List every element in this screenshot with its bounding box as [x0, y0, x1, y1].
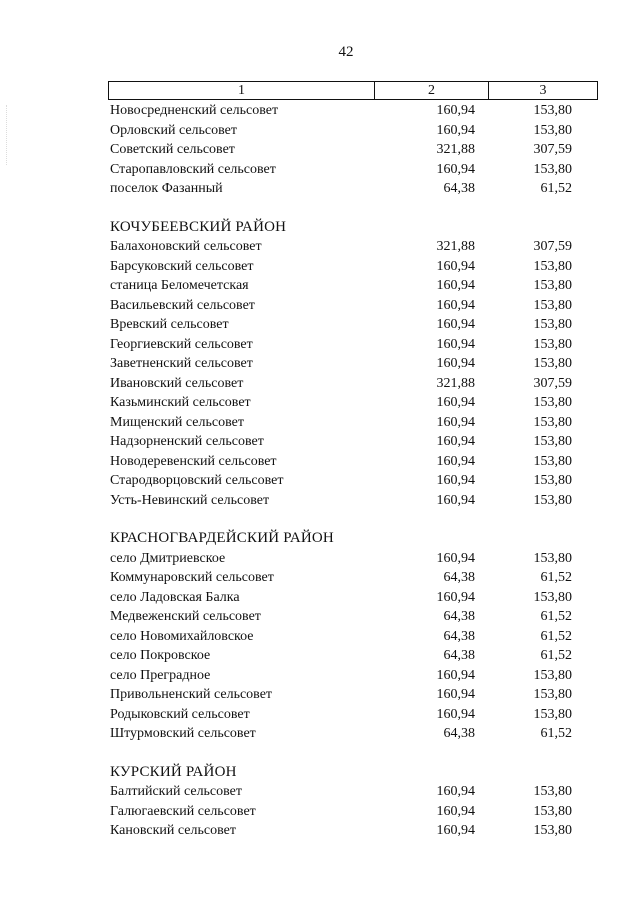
table-row: [108, 354, 598, 374]
row-value-col-2: 160,94: [436, 473, 475, 488]
row-value-col-3: 153,80: [533, 297, 572, 313]
table-row: [108, 607, 598, 627]
scan-margin-marks: [6, 105, 11, 165]
row-name: поселок Фазанный: [110, 181, 223, 196]
row-value-col-3: 153,80: [533, 453, 572, 469]
table-row: [108, 374, 598, 394]
row-value-col-3: 153,80: [533, 706, 572, 722]
row-value-col-3: 61,52: [540, 181, 572, 196]
row-value-col-3: 153,80: [533, 803, 572, 819]
table-row: [108, 276, 598, 296]
table-row: [108, 568, 598, 588]
row-value-col-2: 160,94: [436, 434, 475, 449]
row-name: Штурмовский сельсовет: [110, 726, 256, 741]
row-value-col-2: 64,38: [443, 609, 475, 624]
row-value-col-2: 64,38: [443, 726, 475, 741]
district-heading: КУРСКИЙ РАЙОН: [110, 763, 237, 780]
table-row: [108, 549, 598, 569]
row-name: Ивановский сельсовет: [110, 375, 244, 391]
row-name: станица Беломечетская: [110, 278, 249, 293]
row-name: Новодеревенский сельсовет: [110, 453, 277, 469]
row-value-col-2: 64,38: [443, 570, 475, 585]
row-name: Коммунаровский сельсовет: [110, 570, 274, 585]
row-value-col-3: 153,80: [533, 414, 572, 430]
table-row: [108, 821, 598, 841]
row-value-col-3: 61,52: [540, 628, 572, 644]
row-name: село Новомихайловское: [110, 628, 254, 644]
row-value-col-2: 160,94: [436, 687, 475, 702]
row-value-col-3: 153,80: [533, 258, 572, 274]
row-value-col-3: 61,52: [540, 570, 572, 585]
row-name: Заветненский сельсовет: [110, 356, 253, 371]
row-name: Балтийский сельсовет: [110, 784, 243, 799]
row-name: Васильевский сельсовет: [110, 297, 255, 313]
row-value-col-2: 321,88: [436, 239, 475, 254]
table-row: [108, 296, 598, 316]
table-row: [108, 588, 598, 608]
row-value-col-3: 153,80: [533, 434, 572, 449]
row-value-col-3: 153,80: [533, 317, 572, 332]
table-row: [108, 140, 598, 160]
row-name: Советский сельсовет: [110, 142, 235, 157]
row-name: Казьминский сельсовет: [110, 395, 251, 410]
row-value-col-3: 153,80: [533, 667, 572, 683]
row-value-col-3: 153,80: [533, 589, 572, 605]
table-row: [108, 802, 598, 822]
row-name: село Дмитриевское: [110, 550, 226, 566]
row-value-col-3: 153,80: [533, 161, 572, 177]
row-name: Вревский сельсовет: [110, 317, 229, 332]
row-name: Георгиевский сельсовет: [110, 336, 253, 352]
row-value-col-2: 160,94: [436, 453, 475, 469]
row-name: Усть-Невинский сельсовет: [110, 492, 270, 508]
district-heading: КРАСНОГВАРДЕЙСКИЙ РАЙОН: [110, 530, 334, 546]
row-value-col-2: 64,38: [443, 648, 475, 663]
row-value-col-3: 153,80: [533, 103, 572, 118]
table-header-col-2: 2: [375, 82, 489, 99]
row-value-col-2: 160,94: [436, 161, 475, 177]
page-number: 42: [338, 44, 354, 60]
row-name: Стародворцовский сельсовет: [110, 473, 284, 488]
row-name: Кановский сельсовет: [110, 823, 236, 838]
row-value-col-3: 61,52: [540, 726, 572, 741]
row-name: Привольненский сельсовет: [110, 687, 273, 702]
table-row: [108, 666, 598, 686]
row-value-col-3: 153,80: [533, 550, 572, 566]
row-value-col-3: 307,59: [533, 142, 572, 157]
row-value-col-2: 321,88: [436, 375, 475, 391]
row-value-col-2: 160,94: [436, 395, 475, 410]
row-name: село Ладовская Балка: [110, 589, 240, 605]
table-row: [108, 160, 598, 180]
table-row: [108, 179, 598, 199]
row-value-col-3: 153,80: [533, 356, 572, 371]
row-value-col-2: 160,94: [436, 103, 475, 118]
row-name: Балахоновский сельсовет: [110, 239, 262, 254]
row-value-col-2: 160,94: [436, 589, 475, 605]
row-name: Старопавловский сельсовет: [110, 161, 276, 177]
row-value-col-2: 160,94: [436, 336, 475, 352]
row-name: Галюгаевский сельсовет: [110, 803, 256, 819]
row-name: село Покровское: [110, 648, 211, 663]
row-name: Медвеженский сельсовет: [110, 609, 261, 624]
row-value-col-2: 160,94: [436, 823, 475, 838]
row-value-col-2: 160,94: [436, 122, 475, 138]
table-row: [108, 452, 598, 472]
row-value-col-2: 64,38: [443, 181, 475, 196]
row-value-col-3: 153,80: [533, 473, 572, 488]
table-row: [108, 257, 598, 277]
row-value-col-3: 153,80: [533, 784, 572, 799]
row-name: Мищенский сельсовет: [110, 414, 244, 430]
table-row: [108, 646, 598, 666]
row-value-col-2: 160,94: [436, 317, 475, 332]
row-value-col-3: 153,80: [533, 687, 572, 702]
row-value-col-3: 153,80: [533, 492, 572, 508]
table-row: [108, 432, 598, 452]
table-row: [108, 237, 598, 257]
table-row: [108, 101, 598, 121]
row-value-col-3: 153,80: [533, 336, 572, 352]
table-body: [108, 101, 598, 841]
table-row: [108, 121, 598, 141]
table-row: [108, 335, 598, 355]
table-row: [108, 782, 598, 802]
row-value-col-2: 160,94: [436, 356, 475, 371]
row-value-col-3: 153,80: [533, 823, 572, 838]
table-header: [108, 81, 598, 100]
row-value-col-3: 61,52: [540, 648, 572, 663]
table-row: [108, 413, 598, 433]
row-value-col-3: 307,59: [533, 375, 572, 391]
table-row: [108, 315, 598, 335]
row-value-col-2: 160,94: [436, 278, 475, 293]
table-header-col-1: 1: [109, 82, 375, 99]
row-value-col-2: 160,94: [436, 803, 475, 819]
table-row: [108, 471, 598, 491]
row-value-col-2: 64,38: [443, 628, 475, 644]
table-row: [108, 724, 598, 744]
row-name: Барсуковский сельсовет: [110, 258, 254, 274]
table-row: [108, 491, 598, 511]
row-value-col-2: 160,94: [436, 550, 475, 566]
row-name: Родыковский сельсовет: [110, 706, 250, 722]
table-row: [108, 393, 598, 413]
row-value-col-2: 160,94: [436, 492, 475, 508]
row-value-col-2: 321,88: [436, 142, 475, 157]
table-row: [108, 685, 598, 705]
row-value-col-3: 153,80: [533, 278, 572, 293]
row-value-col-3: 153,80: [533, 395, 572, 410]
row-value-col-3: 153,80: [533, 122, 572, 138]
row-value-col-2: 160,94: [436, 784, 475, 799]
row-name: Надзорненский сельсовет: [110, 434, 264, 449]
row-name: село Преградное: [110, 667, 211, 683]
row-value-col-2: 160,94: [436, 706, 475, 722]
district-heading: КОЧУБЕЕВСКИЙ РАЙОН: [110, 218, 287, 235]
row-value-col-2: 160,94: [436, 297, 475, 313]
row-value-col-2: 160,94: [436, 258, 475, 274]
row-value-col-3: 307,59: [533, 239, 572, 254]
row-name: Орловский сельсовет: [110, 122, 237, 138]
row-value-col-2: 160,94: [436, 414, 475, 430]
row-name: Новосредненский сельсовет: [110, 103, 279, 118]
table-header-col-3: 3: [539, 83, 547, 98]
row-value-col-3: 61,52: [540, 609, 572, 624]
table-row: [108, 627, 598, 647]
table-row: [108, 705, 598, 725]
row-value-col-2: 160,94: [436, 667, 475, 683]
